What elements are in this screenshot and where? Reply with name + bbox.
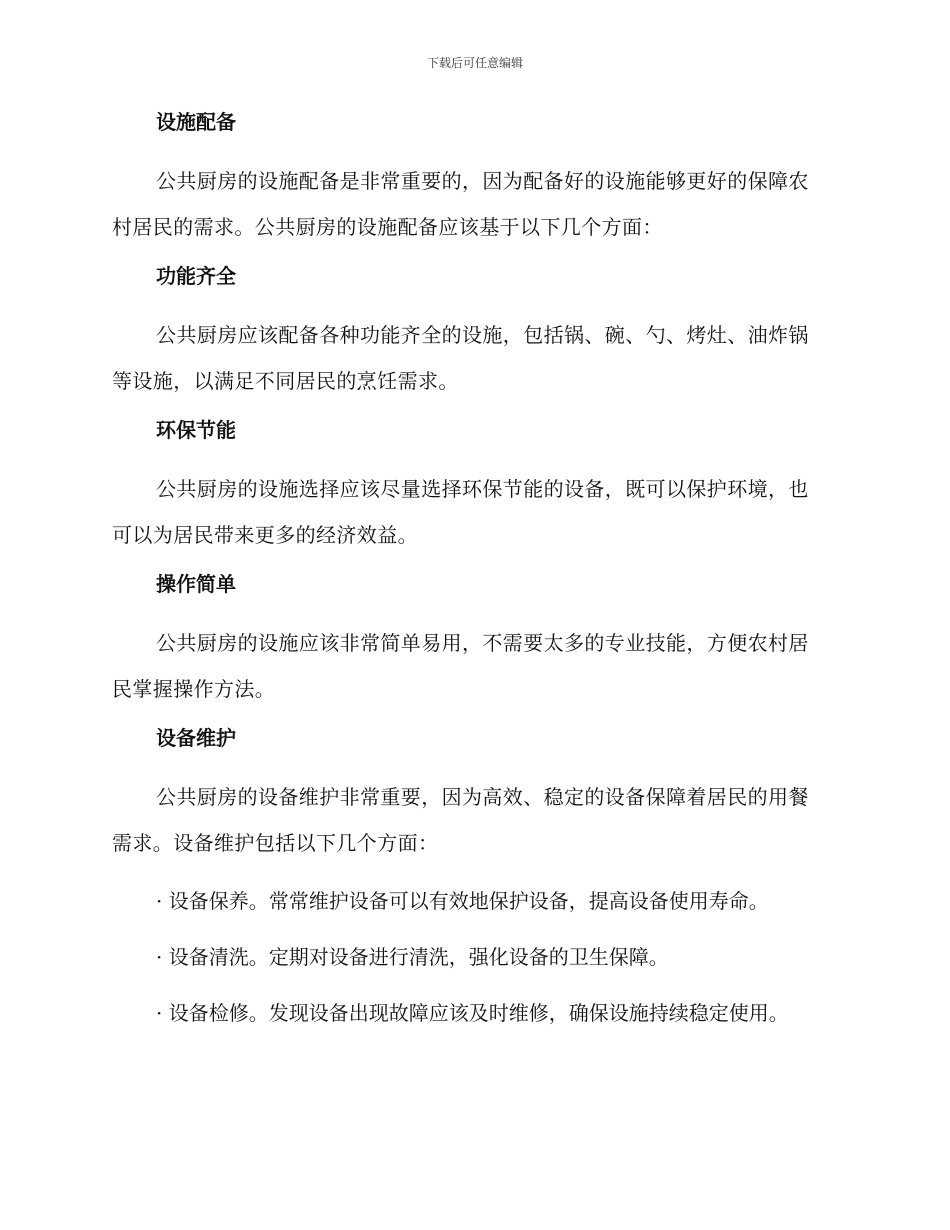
- section-paragraph: 公共厨房的设备维护非常重要，因为高效、稳定的设备保障着居民的用餐需求。设备维护包括以下几个方面：: [112, 785, 809, 855]
- section-paragraph: 公共厨房的设施配备是非常重要的，因为配备好的设施能够更好的保障农村居民的需求。公共厨房的设施配备应该基于以下几个方面：: [112, 169, 809, 239]
- bullet-item: · 设备检修。发现设备出现故障应该及时维修，确保设施持续稳定使用。: [156, 1001, 789, 1025]
- bullet-item: · 设备清洗。定期对设备进行清洗，强化设备的卫生保障。: [156, 945, 669, 969]
- page-header: 下载后可任意编辑: [426, 56, 523, 70]
- document-body: [112, 108, 828, 1046]
- section-heading: 功能齐全: [156, 264, 236, 288]
- section-heading: 设施配备: [156, 110, 236, 134]
- section-heading: 设备维护: [156, 726, 236, 750]
- section-paragraph: 公共厨房应该配备各种功能齐全的设施，包括锅、碗、勺、烤灶、油炸锅等设施，以满足不同居民的烹饪需求。: [112, 323, 809, 393]
- bullet-item: · 设备保养。常常维护设备可以有效地保护设备，提高设备使用寿命。: [156, 889, 769, 913]
- section-heading: 环保节能: [156, 418, 236, 442]
- section-paragraph: 公共厨房的设施应该非常简单易用，不需要太多的专业技能，方便农村居民掌握操作方法。: [112, 631, 809, 701]
- section-heading: 操作简单: [156, 572, 236, 596]
- section-paragraph: 公共厨房的设施选择应该尽量选择环保节能的设备，既可以保护环境，也可以为居民带来更多的经济效益。: [112, 477, 809, 547]
